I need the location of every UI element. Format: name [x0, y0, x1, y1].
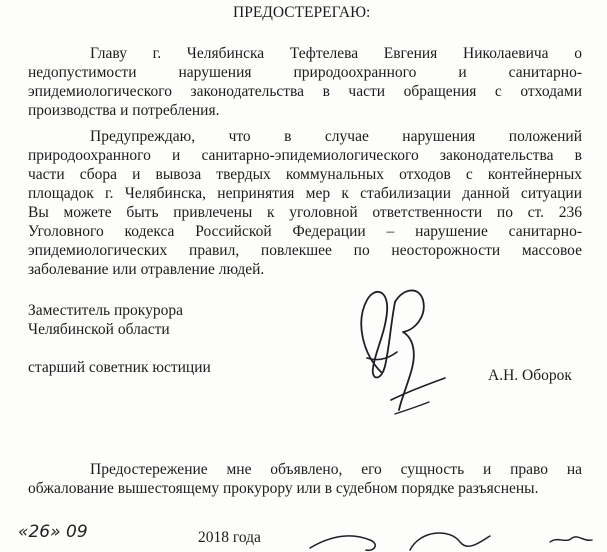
paragraph-1-line-1: Главу г. Челябинска Тефтелева Евгения Николаевича о: [90, 45, 582, 62]
paragraph-2-line-7: эпидемиологических правил, повлекшее по неосторожности массовое: [28, 242, 582, 259]
paragraph-3-line-1: Предостережение мне объявлено, его сущность и право на: [90, 461, 582, 478]
signer-rank: старший советник юстиции: [28, 359, 211, 376]
recipient-signature: [300, 522, 600, 552]
signer-position-line-2: Челябинской области: [28, 321, 170, 338]
year-text: 2018 года: [198, 529, 261, 546]
prosecutor-signature: [345, 282, 455, 422]
paragraph-2-line-1: Предупреждаю, что в случае нарушения положений: [90, 128, 582, 145]
paragraph-1-line-2: недопустимости нарушения природоохранного и санитарно-: [28, 64, 582, 81]
signer-position-line-1: Заместитель прокурора: [28, 302, 183, 319]
paragraph-3-line-2: обжалование вышестоящему прокурору или в судебном порядке разъяснены.: [28, 480, 539, 497]
signer-name: А.Н. Оборок: [488, 367, 572, 384]
paragraph-1-line-3: эпидемиологического законодательства в части обращения с отходами: [28, 83, 582, 100]
paragraph-2-line-5: Вы можете быть привлечены к уголовной ответственности по ст. 236: [28, 204, 582, 221]
paragraph-2-line-2: природоохранного и санитарно-эпидемиологического законодательства в: [28, 147, 582, 164]
paragraph-2-line-6: Уголовного кодекса Российской Федерации – нарушение санитарно-: [28, 223, 582, 240]
paragraph-2-line-4: площадок г. Челябинска, непринятия мер к стабилизации данной ситуации: [28, 185, 582, 202]
paragraph-2-line-8: заболевание или отравление людей.: [28, 261, 265, 278]
document-heading: ПРЕДОСТЕРЕГАЮ:: [233, 4, 371, 21]
paragraph-2-line-3: части сбора и вывоза твердых коммунальных отходов с контейнерных: [28, 166, 582, 183]
handwritten-date: «26» 09: [18, 522, 88, 542]
paragraph-1-line-4: производства и потребления.: [28, 102, 220, 119]
